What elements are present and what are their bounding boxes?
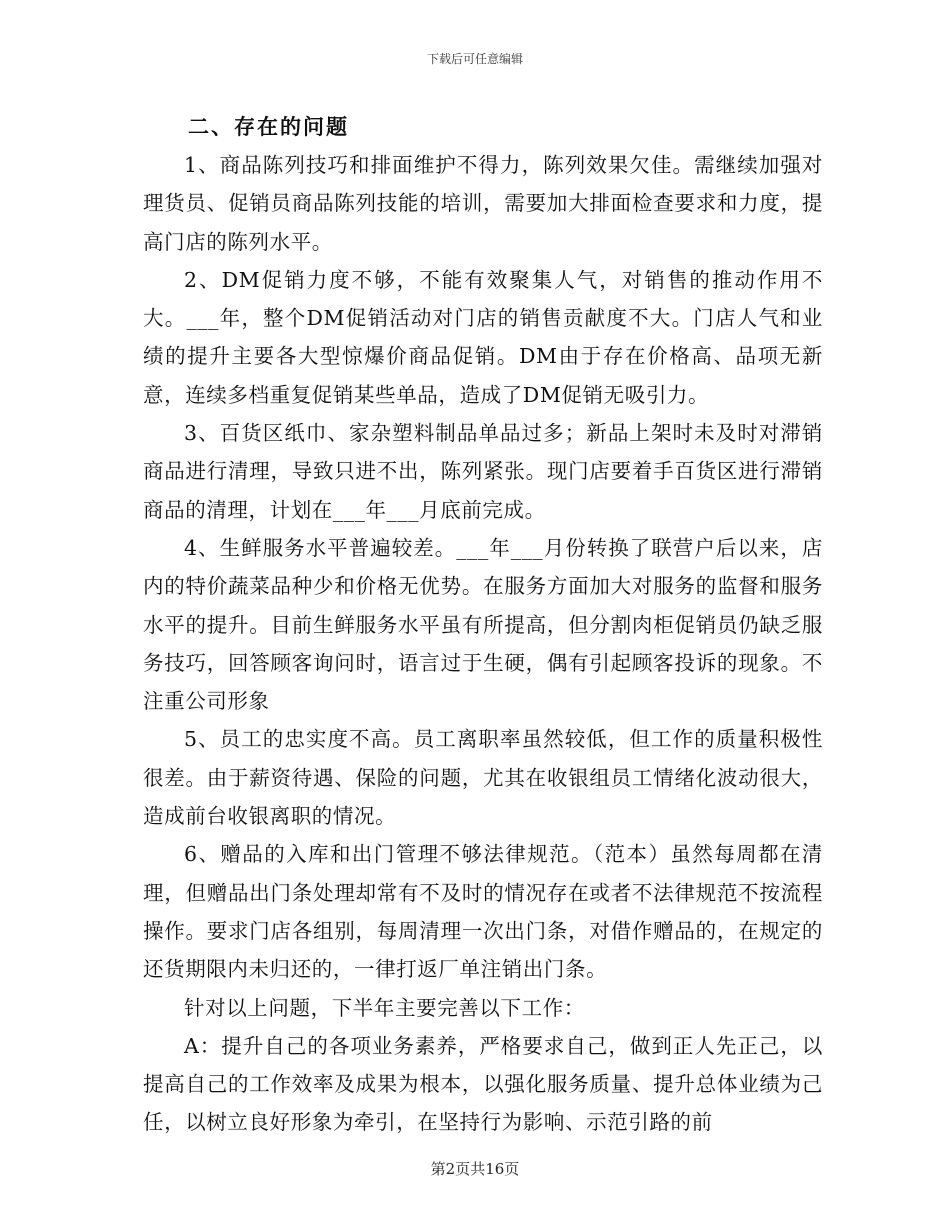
document-body [143,108,823,1142]
paragraph-2: 2、DM促销力度不够，不能有效聚集人气，对销售的推动作用不大。___年，整个DM促销活动对门店的销售贡献度不大。门店人气和业绩的提升主要各大型惊爆价商品促销。DM由于存在价格高、品项无新意，连续多档重复促销某些单品，造成了DM促销无吸引力。 [143,267,823,407]
paragraph-4: 4、生鲜服务水平普遍较差。___年___月份转换了联营户后以来，店内的特价蔬菜品种少和价格无优势。在服务方面加大对服务的监督和服务水平的提升。目前生鲜服务水平虽有所提高，但分割肉柜促销员仍缺乏服务技巧，回答顾客询问时，语言过于生硬，偶有引起顾客投诉的现象。不注重公司形象 [143,535,823,714]
section-title: 二、存在的问题 [188,114,349,139]
paragraph-a: A：提升自己的各项业务素养，严格要求自己，做到正人先正己，以提高自己的工作效率及成果为根本，以强化服务质量、提升总体业绩为己任，以树立良好形象为牵引，在坚持行为影响、示范引路的前 [143,1033,823,1135]
page-header: 下载后可任意编辑 [426,52,523,66]
paragraph-3: 3、百货区纸巾、家杂塑料制品单品过多；新品上架时未及时对滞销商品进行清理，导致只进不出，陈列紧张。现门店要着手百货区进行滞销商品的清理，计划在___年___月底前完成。 [143,421,823,522]
page-footer: 第2页共16页 [430,1160,520,1178]
paragraph-1: 1、商品陈列技巧和排面维护不得力，陈列效果欠佳。需继续加强对理货员、促销员商品陈列技能的培训，需要加大排面检查要求和力度，提高门店的陈列水平。 [143,153,823,254]
paragraph-5: 5、员工的忠实度不高。员工离职率虽然较低，但工作的质量积极性很差。由于薪资待遇、保险的问题，尤其在收银组员工情绪化波动很大，造成前台收银离职的情况。 [143,727,823,829]
paragraph-summary: 针对以上问题，下半年主要完善以下工作： [184,995,585,1020]
paragraph-6: 6、赠品的入库和出门管理不够法律规范。（范本）虽然每周都在清理，但赠品出门条处理却常有不及时的情况存在或者不法律规范不按流程操作。要求门店各组别，每周清理一次出门条，对借作赠品的，在规定的还货期限内未归还的，一律打返厂单注销出门条。 [143,842,823,982]
